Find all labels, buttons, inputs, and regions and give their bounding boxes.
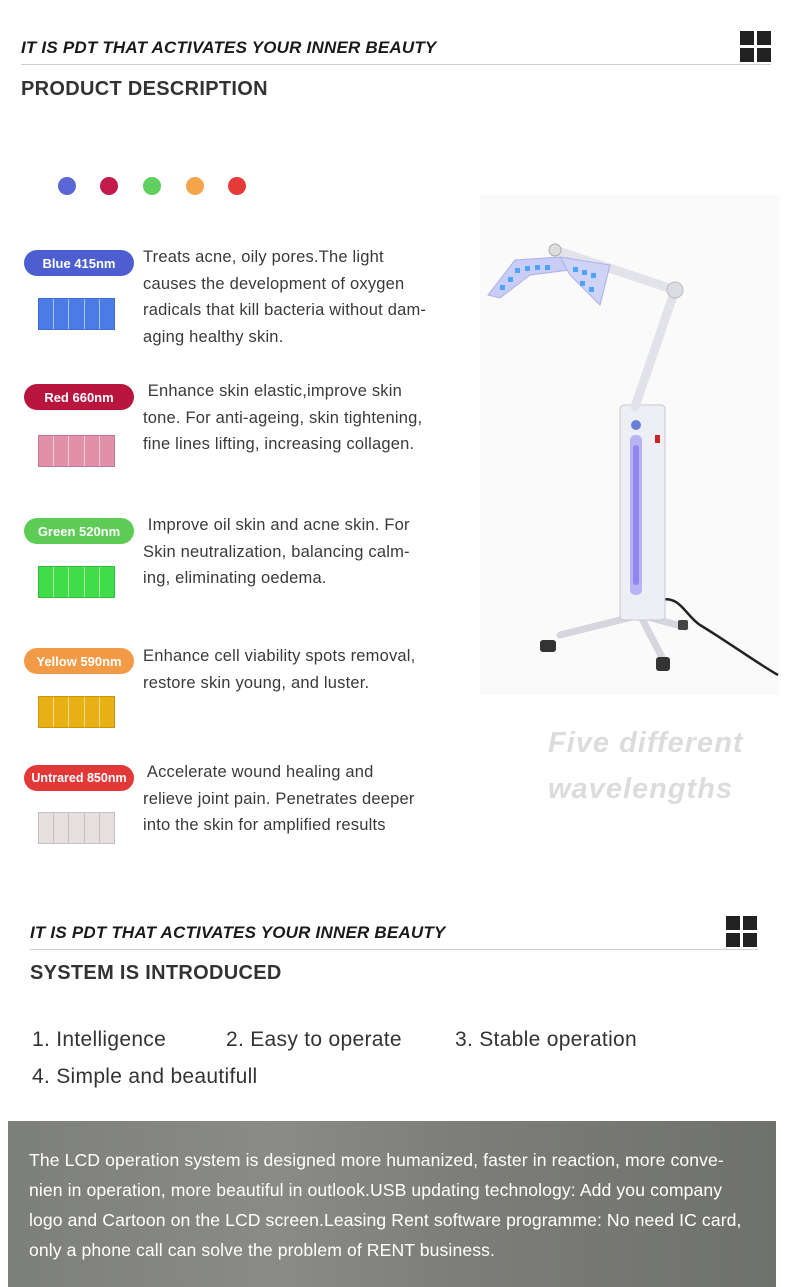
footer-panel xyxy=(8,1121,776,1287)
grid-menu-icon[interactable] xyxy=(726,916,757,947)
section-tagline: IT IS PDT THAT ACTIVATES YOUR INNER BEAUTY xyxy=(21,38,437,57)
wavelength-description-infrared: Accelerate wound healing and relieve joint pain. Penetrates deeper into the skin for amplified results xyxy=(143,763,415,834)
grid-menu-icon[interactable] xyxy=(740,31,771,62)
led-panel-yellow xyxy=(38,696,115,728)
system-title: SYSTEM IS INTRODUCED xyxy=(30,962,282,984)
system-divider xyxy=(30,949,758,950)
watermark-line-1: Five different xyxy=(548,727,744,759)
color-dot-green xyxy=(143,177,161,195)
color-dot-blue xyxy=(58,177,76,195)
wavelength-description-blue: Treats acne, oily pores.The light causes the development of oxygen radicals that kill bacteria without dam- aging healthy skin. xyxy=(143,248,427,346)
led-panel-blue xyxy=(38,298,115,330)
color-dot-infrared xyxy=(228,177,246,195)
led-panel-infrared xyxy=(38,812,115,844)
feature-item: 2. Easy to operate xyxy=(226,1028,402,1051)
feature-item: 3. Stable operation xyxy=(455,1028,637,1051)
color-dot-red xyxy=(100,177,118,195)
wavelength-description-red: Enhance skin elastic,improve skin tone. For anti-ageing, skin tightening, fine lines lifting, increasing collagen. xyxy=(143,382,423,453)
wavelength-description-yellow: Enhance cell viability spots removal, restore skin young, and luster. xyxy=(143,647,416,692)
color-dot-yellow xyxy=(186,177,204,195)
wavelength-badge-red: Red 660nm xyxy=(24,384,134,410)
feature-item: 4. Simple and beautifull xyxy=(32,1065,258,1088)
wavelength-badge-infrared: Untrared 850nm xyxy=(24,765,134,791)
page-title: PRODUCT DESCRIPTION xyxy=(21,78,268,100)
header-divider xyxy=(21,64,771,65)
system-tagline: IT IS PDT THAT ACTIVATES YOUR INNER BEAUTY xyxy=(30,923,446,942)
wavelength-badge-blue: Blue 415nm xyxy=(24,250,134,276)
wavelength-description-green: Improve oil skin and acne skin. For Skin neutralization, balancing calm- ing, eliminating oedema. xyxy=(143,516,410,587)
wavelength-badge-yellow: Yellow 590nm xyxy=(24,648,134,674)
wavelength-badge-green: Green 520nm xyxy=(24,518,134,544)
watermark-line-2: wavelengths xyxy=(548,773,734,805)
feature-item: 1. Intelligence xyxy=(32,1028,167,1051)
led-panel-red xyxy=(38,435,115,467)
pdt-device-image xyxy=(470,195,790,695)
led-panel-green xyxy=(38,566,115,598)
footer-text: The LCD operation system is designed more humanized, faster in reaction, more conve- nien in operation, more beautiful in outlook.USB updating technology: Add you company logo and Cartoon on the LCD screen.Leasing Rent software programme: No need IC card, only a phone call can solve the problem of RENT business. xyxy=(29,1150,742,1260)
